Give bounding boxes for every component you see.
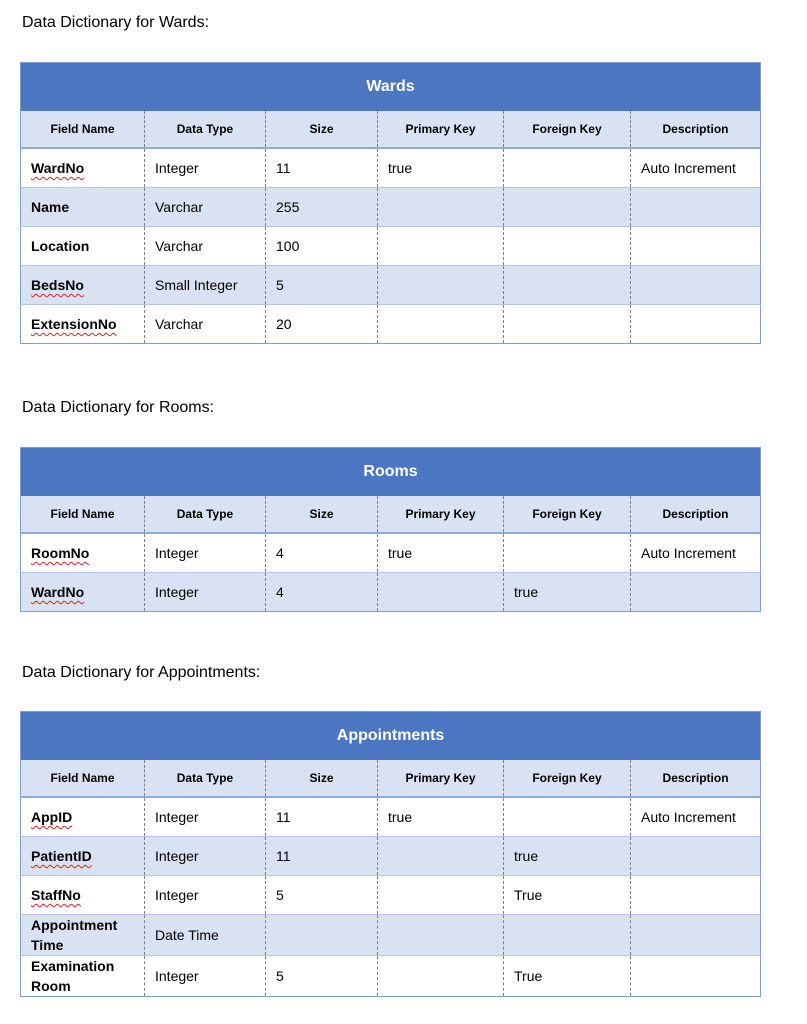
primary-key — [378, 837, 504, 876]
field-name: WardNo — [31, 584, 85, 600]
header-foreign-key: Foreign Key — [504, 760, 631, 797]
primary-key — [378, 227, 504, 266]
header-size: Size — [266, 760, 378, 797]
description — [631, 876, 761, 915]
foreign-key — [504, 915, 631, 956]
appointments-heading: Data Dictionary for Appointments: — [22, 664, 261, 681]
data-type: Varchar — [145, 227, 266, 266]
description: Auto Increment — [631, 148, 761, 188]
description — [631, 956, 761, 997]
field-name: ExtensionNo — [31, 316, 117, 332]
primary-key: true — [378, 148, 504, 188]
foreign-key — [504, 797, 631, 837]
header-field-name: Field Name — [21, 760, 145, 797]
foreign-key — [504, 305, 631, 344]
table-title: Appointments — [21, 712, 761, 761]
size: 11 — [266, 797, 378, 837]
field-name: StaffNo — [31, 887, 81, 903]
header-primary-key: Primary Key — [378, 760, 504, 797]
size: 5 — [266, 266, 378, 305]
table-row — [21, 533, 761, 573]
field-name: PatientID — [31, 848, 92, 864]
primary-key: true — [378, 533, 504, 573]
header-description: Description — [631, 111, 761, 148]
header-data-type: Data Type — [145, 111, 266, 148]
size: 5 — [266, 956, 378, 997]
table-row — [21, 797, 761, 837]
foreign-key: true — [504, 837, 631, 876]
data-type: Integer — [145, 573, 266, 612]
size: 4 — [266, 533, 378, 573]
primary-key — [378, 876, 504, 915]
size: 20 — [266, 305, 378, 344]
table-row — [21, 573, 761, 612]
header-size: Size — [266, 496, 378, 533]
primary-key — [378, 573, 504, 612]
size: 255 — [266, 188, 378, 227]
primary-key — [378, 956, 504, 997]
header-primary-key: Primary Key — [378, 111, 504, 148]
foreign-key — [504, 188, 631, 227]
rooms-table — [20, 447, 761, 612]
header-foreign-key: Foreign Key — [504, 496, 631, 533]
description — [631, 915, 761, 956]
description — [631, 305, 761, 344]
description: Auto Increment — [631, 797, 761, 837]
data-type: Integer — [145, 148, 266, 188]
table-row — [21, 956, 761, 997]
description — [631, 837, 761, 876]
field-name: Examination Room — [31, 958, 115, 994]
rooms-heading: Data Dictionary for Rooms: — [22, 399, 215, 416]
field-name: BedsNo — [31, 277, 84, 293]
description — [631, 573, 761, 612]
data-type: Small Integer — [145, 266, 266, 305]
foreign-key: true — [504, 573, 631, 612]
primary-key: true — [378, 797, 504, 837]
foreign-key — [504, 227, 631, 266]
table-row — [21, 227, 761, 266]
description: Auto Increment — [631, 533, 761, 573]
size: 5 — [266, 876, 378, 915]
table-row — [21, 305, 761, 344]
table-title: Rooms — [21, 448, 761, 497]
data-type: Varchar — [145, 188, 266, 227]
table-row — [21, 915, 761, 956]
primary-key — [378, 305, 504, 344]
header-field-name: Field Name — [21, 111, 145, 148]
primary-key — [378, 188, 504, 227]
size: 100 — [266, 227, 378, 266]
foreign-key — [504, 533, 631, 573]
field-name: Location — [31, 238, 90, 254]
description — [631, 227, 761, 266]
table-row — [21, 876, 761, 915]
header-description: Description — [631, 760, 761, 797]
foreign-key — [504, 148, 631, 188]
description — [631, 188, 761, 227]
table-row — [21, 188, 761, 227]
data-type: Integer — [145, 876, 266, 915]
size: 4 — [266, 573, 378, 612]
data-type: Integer — [145, 533, 266, 573]
primary-key — [378, 266, 504, 305]
field-name: Name — [31, 199, 70, 215]
data-type: Integer — [145, 837, 266, 876]
wards-table — [20, 62, 761, 344]
header-primary-key: Primary Key — [378, 496, 504, 533]
header-description: Description — [631, 496, 761, 533]
table-title: Wards — [21, 63, 761, 112]
header-data-type: Data Type — [145, 496, 266, 533]
foreign-key — [504, 266, 631, 305]
wards-heading: Data Dictionary for Wards: — [22, 14, 210, 31]
foreign-key: True — [504, 956, 631, 997]
table-row — [21, 148, 761, 188]
header-data-type: Data Type — [145, 760, 266, 797]
field-name: RoomNo — [31, 545, 90, 561]
size: 11 — [266, 837, 378, 876]
appointments-table — [20, 711, 761, 997]
description — [631, 266, 761, 305]
field-name: WardNo — [31, 160, 85, 176]
data-type: Integer — [145, 956, 266, 997]
header-size: Size — [266, 111, 378, 148]
foreign-key: True — [504, 876, 631, 915]
table-row — [21, 266, 761, 305]
table-row — [21, 837, 761, 876]
size: 11 — [266, 148, 378, 188]
field-name: AppID — [31, 809, 73, 825]
data-type: Date Time — [145, 915, 266, 956]
header-field-name: Field Name — [21, 496, 145, 533]
data-type: Varchar — [145, 305, 266, 344]
size — [266, 915, 378, 956]
data-type: Integer — [145, 797, 266, 837]
field-name: Appointment Time — [31, 917, 118, 953]
primary-key — [378, 915, 504, 956]
header-foreign-key: Foreign Key — [504, 111, 631, 148]
